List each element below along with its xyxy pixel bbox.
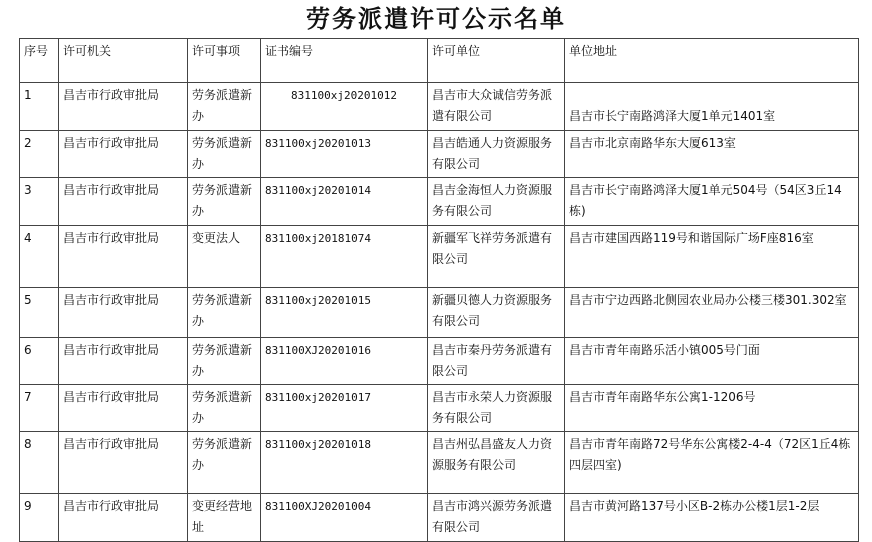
cell-authority: 昌吉市行政审批局 [59, 83, 188, 131]
cell-address: 昌吉市长宁南路鸿泽大厦1单元504号（54区3丘14栋) [565, 178, 859, 226]
cell-seq: 9 [20, 494, 59, 542]
table-header-row [20, 39, 859, 83]
table-row [20, 338, 859, 385]
permit-table [19, 38, 859, 542]
cell-item: 变更经营地址 [188, 494, 261, 542]
cell-cert: 831100xj20181074 [261, 226, 428, 288]
cell-address: 昌吉市宁边西路北侧园农业局办公楼三楼301.302室 [565, 288, 859, 338]
header-cert: 证书编号 [261, 39, 428, 83]
cell-cert: 831100xj20201014 [261, 178, 428, 226]
cell-cert: 831100xj20201012 [261, 83, 428, 131]
cell-unit: 昌吉市鸿兴源劳务派遣有限公司 [428, 494, 565, 542]
cell-address: 昌吉市建国西路119号和谐国际广场F座816室 [565, 226, 859, 288]
cell-cert: 831100xj20201018 [261, 432, 428, 494]
cell-item: 劳务派遣新办 [188, 385, 261, 432]
cell-authority: 昌吉市行政审批局 [59, 338, 188, 385]
cell-authority: 昌吉市行政审批局 [59, 131, 188, 178]
cell-item: 劳务派遣新办 [188, 338, 261, 385]
cell-unit: 昌吉市秦丹劳务派遣有限公司 [428, 338, 565, 385]
cell-unit: 昌吉市永荣人力资源服务有限公司 [428, 385, 565, 432]
header-unit: 许可单位 [428, 39, 565, 83]
cell-address: 昌吉市黄河路137号小区B-2栋办公楼1层1-2层 [565, 494, 859, 542]
cell-address: 昌吉市青年南路72号华东公寓楼2-4-4（72区1丘4栋四层四室) [565, 432, 859, 494]
cell-cert: 831100xj20201017 [261, 385, 428, 432]
cell-unit: 昌吉金海恒人力资源服务有限公司 [428, 178, 565, 226]
cell-unit: 新疆军飞祥劳务派遣有限公司 [428, 226, 565, 288]
cell-seq: 1 [20, 83, 59, 131]
cell-authority: 昌吉市行政审批局 [59, 432, 188, 494]
table-row [20, 178, 859, 226]
cell-seq: 6 [20, 338, 59, 385]
page-title: 劳务派遣许可公示名单 [306, 4, 566, 33]
table-row [20, 385, 859, 432]
table-row [20, 131, 859, 178]
header-seq: 序号 [20, 39, 59, 83]
cell-address: 昌吉市青年南路乐活小镇005号门面 [565, 338, 859, 385]
cell-address: 昌吉市北京南路华东大厦613室 [565, 131, 859, 178]
cell-authority: 昌吉市行政审批局 [59, 288, 188, 338]
header-item: 许可事项 [188, 39, 261, 83]
table-row [20, 494, 859, 542]
cell-seq: 8 [20, 432, 59, 494]
cell-cert: 831100xj20201013 [261, 131, 428, 178]
table-row [20, 83, 859, 131]
cell-authority: 昌吉市行政审批局 [59, 178, 188, 226]
cell-item: 劳务派遣新办 [188, 83, 261, 131]
cell-cert: 831100xj20201015 [261, 288, 428, 338]
cell-address: 昌吉市长宁南路鸿泽大厦1单元1401室 [565, 83, 859, 131]
cell-item: 劳务派遣新办 [188, 432, 261, 494]
header-address: 单位地址 [565, 39, 859, 83]
header-authority: 许可机关 [59, 39, 188, 83]
table-row [20, 226, 859, 288]
cell-seq: 3 [20, 178, 59, 226]
cell-seq: 5 [20, 288, 59, 338]
cell-address: 昌吉市青年南路华东公寓1-1206号 [565, 385, 859, 432]
cell-item: 变更法人 [188, 226, 261, 288]
cell-item: 劳务派遣新办 [188, 288, 261, 338]
cell-seq: 7 [20, 385, 59, 432]
cell-unit: 昌吉州弘昌盛友人力资源服务有限公司 [428, 432, 565, 494]
cell-authority: 昌吉市行政审批局 [59, 226, 188, 288]
cell-cert: 831100XJ20201004 [261, 494, 428, 542]
cell-seq: 2 [20, 131, 59, 178]
cell-seq: 4 [20, 226, 59, 288]
cell-cert: 831100XJ20201016 [261, 338, 428, 385]
table-row [20, 432, 859, 494]
cell-unit: 昌吉市大众诚信劳务派遣有限公司 [428, 83, 565, 131]
cell-unit: 昌吉皓通人力资源服务有限公司 [428, 131, 565, 178]
cell-item: 劳务派遣新办 [188, 178, 261, 226]
cell-item: 劳务派遣新办 [188, 131, 261, 178]
table-row [20, 288, 859, 338]
cell-authority: 昌吉市行政审批局 [59, 494, 188, 542]
cell-authority: 昌吉市行政审批局 [59, 385, 188, 432]
cell-unit: 新疆贝德人力资源服务有限公司 [428, 288, 565, 338]
